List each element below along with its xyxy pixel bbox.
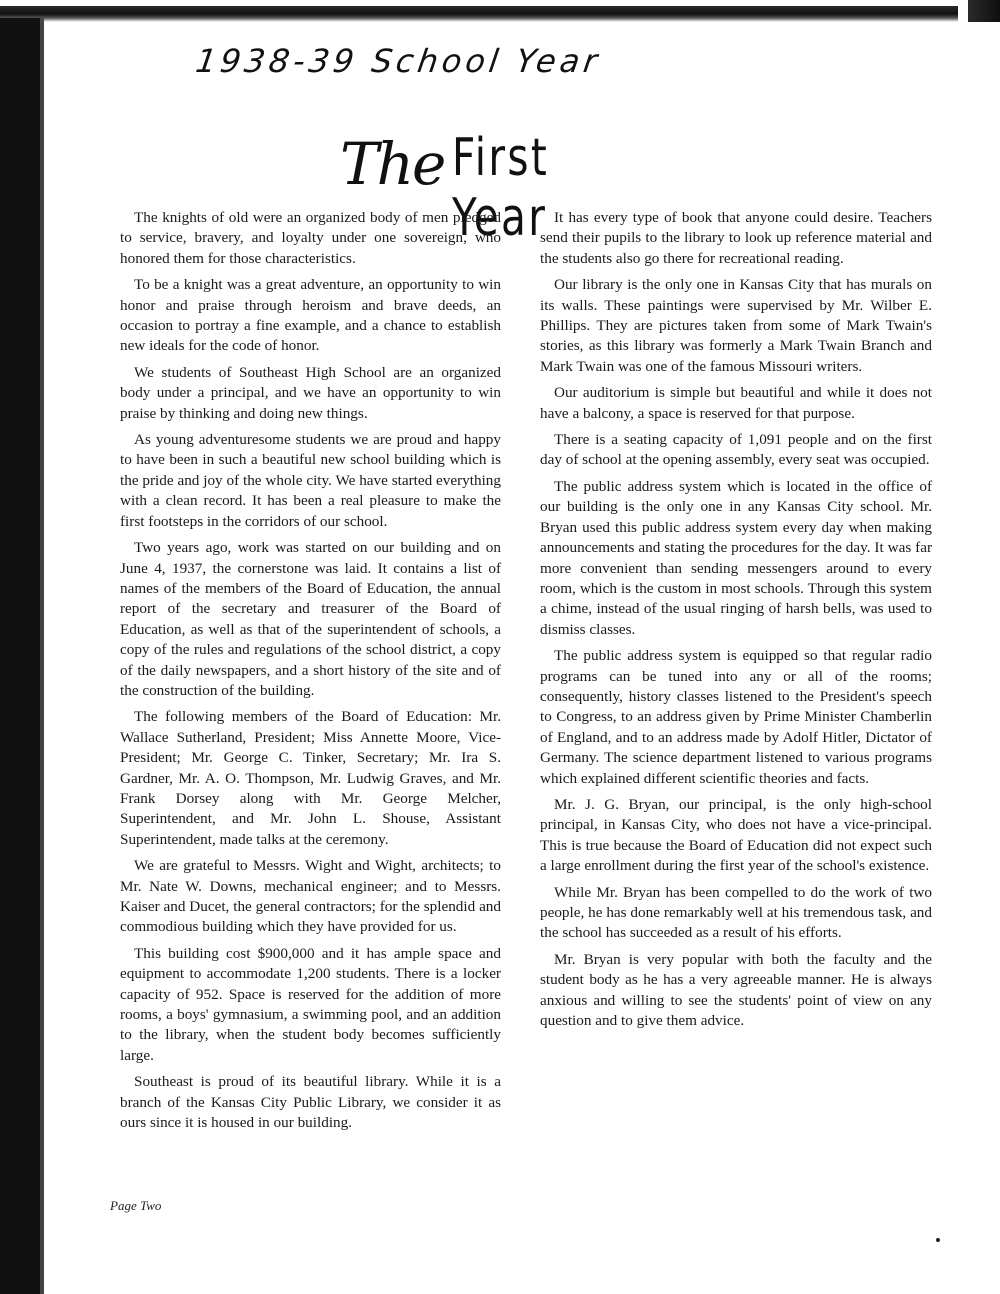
paragraph: The public address system is equipped so that regular radio programs can be tuned into any or all of the rooms; consequently, history classes listened to the President's speech to Congress, to an address given by Prime Minister Chamberlin of England, and to an address made by Adolf Hitler, Dictator of Germany. The science department listened to various programs which explained different scientific theories and facts. [540, 647, 932, 787]
paragraph: Our library is the only one in Kansas City that has murals on its walls. These paintings were supervised by Mr. Wilber E. Phillips. They are pictures taken from some of Mark Twain's stories, as this library was formerly a Mark Twain Branch and Mark Twain was one of the famous Missouri writers. [540, 276, 932, 375]
left-column [120, 208, 501, 1139]
paragraph: There is a seating capacity of 1,091 people and on the first day of school at the opening assembly, every seat was occupied. [540, 431, 932, 469]
paragraph: Southeast is proud of its beautiful library. While it is a branch of the Kansas City Public Library, we consider it as ours since it is housed in our building. [120, 1073, 501, 1132]
page-number: Page Two [110, 1198, 162, 1213]
scan-left-border [0, 18, 44, 1294]
paragraph: While Mr. Bryan has been compelled to do the work of two people, he has done remarkably well at his tremendous task, and the school has succeeded as a result of his efforts. [540, 883, 932, 942]
paragraph: The public address system which is located in the office of our building is the only one in any Kansas City school. Mr. Bryan used this public address system every day when making announcements and stating the procedures for the day. It was far more convenient than sending messengers around to every room, which is the custom in most schools. Through this system a chime, instead of the usual ringing of harsh bells, was used to dismiss classes. [540, 477, 932, 638]
paragraph: As young adventuresome students we are proud and happy to have been in such a beautiful new school building which is the pride and joy of the whole city. We have started everything with a clean record. It has been a real pleasure to make the first footsteps in the corridors of our school. [120, 431, 501, 530]
paragraph: Two years ago, work was started on our building and on June 4, 1937, the cornerstone was laid. It contains a list of names of the members of the Board of Education, the annual report of the secretary and treasurer of the Board of Education, as well as that of the superintendent of schools, a copy of the rules and regulations of the school district, a copy of the daily newspapers, and a short history of the site and of the construction of the building. [120, 539, 501, 699]
paragraph: Mr. J. G. Bryan, our principal, is the only high-school principal, in Kansas City, who does not have a vice-principal. This is true because the Board of Education did not expect such a large enrollment during the first year of the school's existence. [540, 795, 932, 875]
title-main-text: First Year [452, 128, 550, 248]
paragraph: It has every type of book that anyone could desire. Teachers send their pupils to the library to look up reference material and the students also go there for recreational reading. [540, 209, 932, 267]
paragraph: The knights of old were an organized body of men pledged to service, bravery, and loyalty under one sovereign, who honored them for those characteristics. [120, 209, 501, 267]
right-column [540, 208, 932, 1037]
paragraph: To be a knight was a great adventure, an opportunity to win honor and praise through heroism and brave deeds, an occasion to portray a fine example, and a chance to establish new ideals for the code of honor. [120, 276, 501, 355]
paragraph: We students of Southeast High School are an organized body under a principal, and we have an opportunity to win praise by thinking and doing new things. [120, 363, 501, 422]
title-prefix-script: The [340, 130, 445, 198]
paragraph: The following members of the Board of Education: Mr. Wallace Sutherland, President; Miss Annette Moore, Vice-President; Mr. George C. Tinker, Secretary; Mr. Ira S. Gardner, Mr. A. O. Thompson, Mr. Ludwig Graves, and Mr. Frank Dorsey along with Mr. George Melcher, Superintendent, and Mr. John L. Shouse, Assistant Superintendent, made talks at the ceremony. [120, 708, 501, 848]
paragraph: This building cost $900,000 and it has ample space and equipment to accommodate 1,200 students. There is a locker capacity of 952. Space is reserved for the addition of more rooms, a boys' gymnasium, a swimming pool, and an addition to the library, when the student body becomes sufficiently large. [120, 944, 501, 1064]
paragraph: Mr. Bryan is very popular with both the faculty and the student body as he has a very agreeable manner. He is always anxious and willing to see the students' point of view on any question and to give them advice. [540, 950, 932, 1030]
page-title [340, 126, 700, 248]
handwritten-year-note: 1938-39 School Year [193, 42, 604, 80]
scan-speck [936, 1238, 940, 1242]
paragraph: We are grateful to Messrs. Wight and Wight, architects; to Mr. Nate W. Downs, mechanical engineer; and to Messrs. Kaiser and Ducet, the general contractors; for the splendid and commodious building which they have provided for us. [120, 857, 501, 936]
scan-top-border [0, 0, 1000, 22]
paragraph: Our auditorium is simple but beautiful and while it does not have a balcony, a space is reserved for that purpose. [540, 384, 932, 422]
